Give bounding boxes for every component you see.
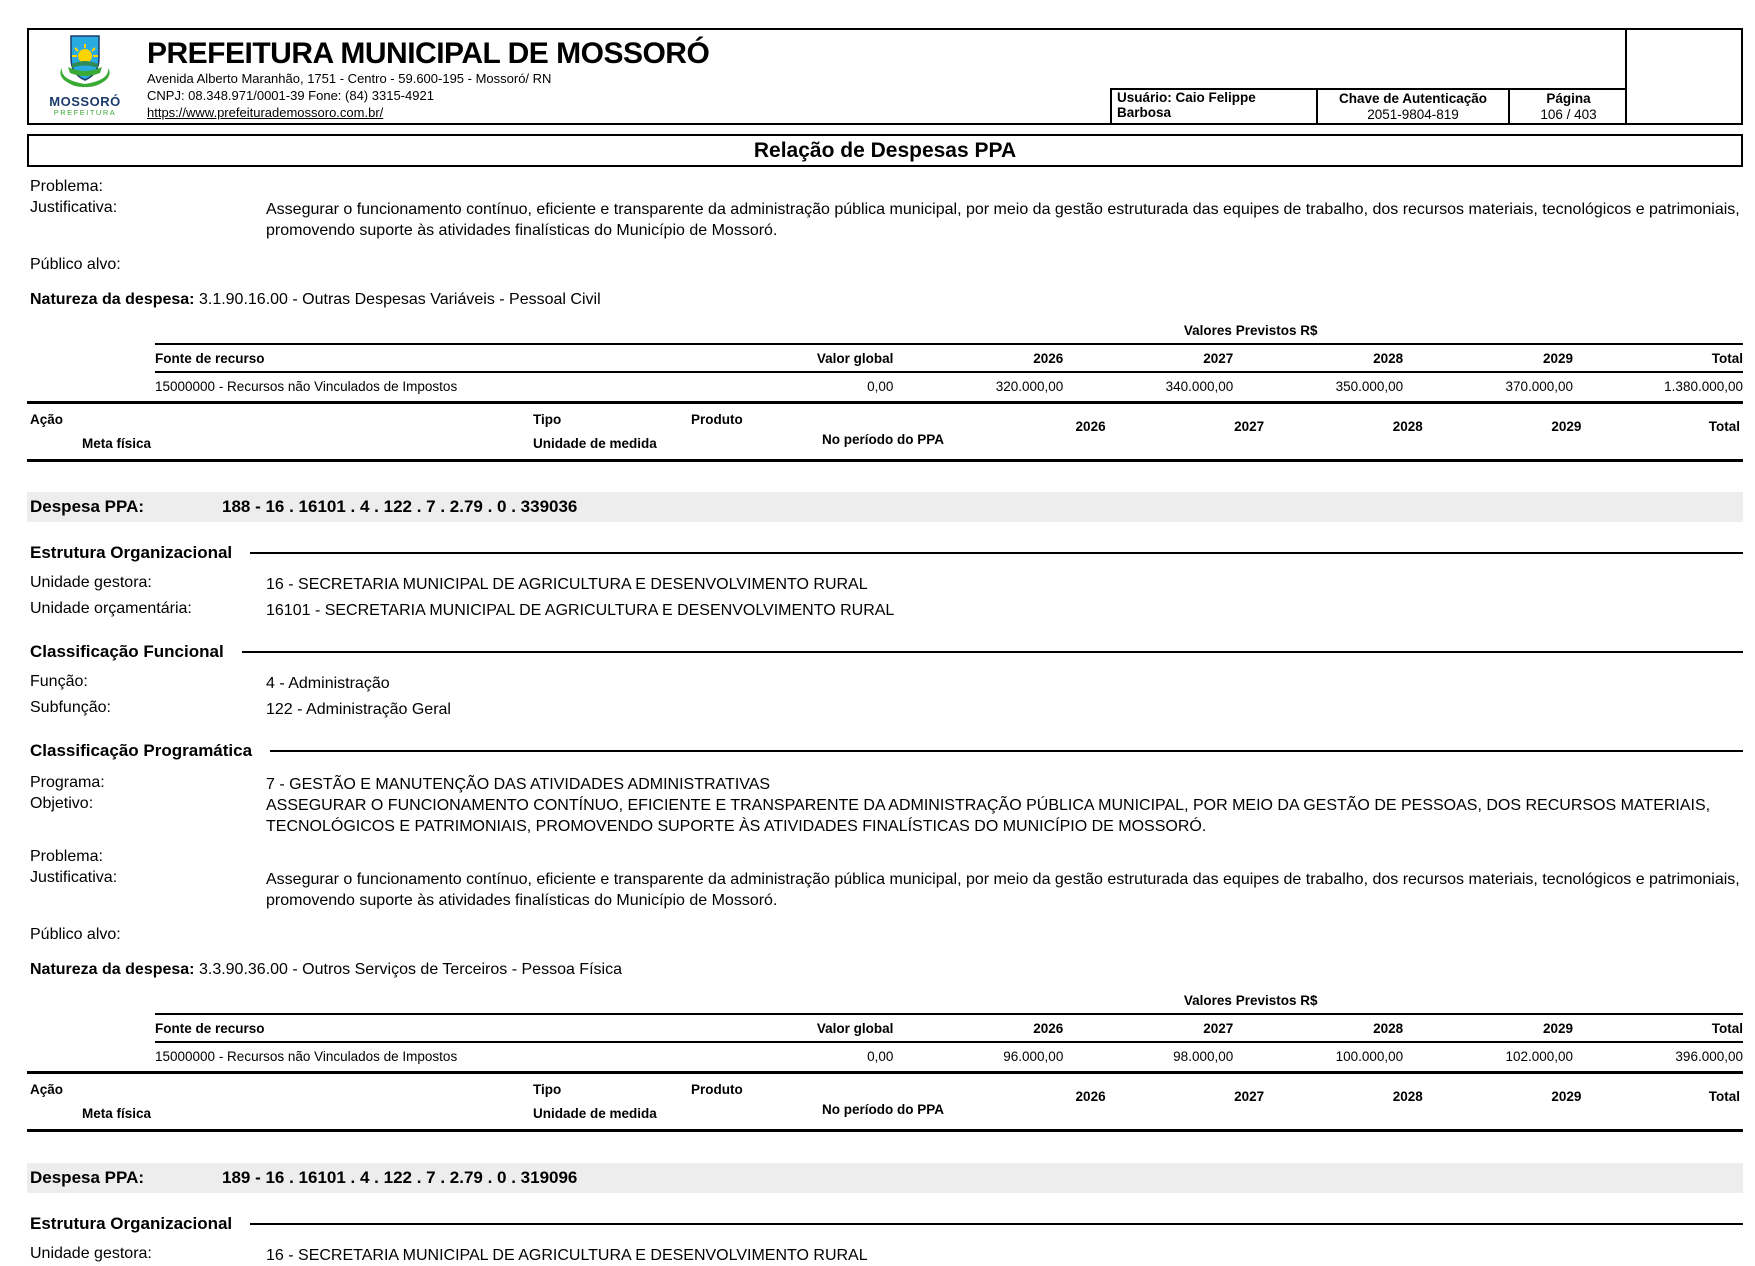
despesa-ppa-code-2: 189 - 16 . 16101 . 4 . 122 . 7 . 2.79 . 0 . 319096	[222, 1168, 578, 1187]
col-fonte-recurso: Fonte de recurso	[155, 1014, 719, 1042]
subfuncao-value: 122 - Administração Geral	[266, 701, 451, 718]
value-2027: 340.000,00	[1165, 379, 1234, 394]
natureza-despesa-row	[27, 291, 1743, 309]
page-label: Página	[1546, 91, 1591, 106]
unidade-gestora-label: Unidade gestora:	[30, 1245, 152, 1262]
acao-year-2026: 2026	[1075, 419, 1106, 434]
produto-label: Produto	[691, 412, 743, 427]
justificativa-label: Justificativa:	[30, 199, 118, 216]
value-2027: 98.000,00	[1173, 1049, 1234, 1064]
section-estrutura-organizacional	[27, 543, 1743, 563]
auth-key-cell	[1318, 90, 1510, 123]
programa-row	[27, 774, 1743, 795]
subfuncao-row	[27, 699, 1743, 720]
publico-alvo-label: Público alvo:	[30, 256, 121, 273]
despesa-ppa-bar-188	[27, 492, 1743, 522]
section-rule	[250, 552, 1743, 554]
page-number: 106 / 403	[1540, 107, 1597, 122]
problema-label: Problema:	[30, 178, 103, 195]
acao-block-2	[27, 1071, 1743, 1132]
fonte-data-row	[155, 372, 1743, 401]
report-title-bar	[27, 134, 1743, 167]
unidade-gestora-label: Unidade gestora:	[30, 574, 152, 591]
natureza-value-2: 3.3.90.36.00 - Outros Serviços de Terceiros - Pessoa Física	[198, 961, 622, 978]
estrutura-heading: Estrutura Organizacional	[30, 1214, 233, 1233]
col-2026: 2026	[893, 344, 1063, 372]
col-2029: 2029	[1403, 1014, 1573, 1042]
fonte-header-row	[155, 1014, 1743, 1042]
natureza-despesa-row-2	[27, 961, 1743, 979]
justificativa-label: Justificativa:	[30, 869, 118, 886]
header-empty-cell	[1625, 30, 1741, 123]
justificativa-row-2	[27, 869, 1743, 911]
problema-row	[27, 178, 1743, 196]
org-cnpj-phone: CNPJ: 08.348.971/0001-39 Fone: (84) 3315-4921	[147, 88, 434, 103]
acao-year-2027: 2027	[1234, 1089, 1265, 1104]
tipo-label: Tipo	[533, 1082, 562, 1097]
funcao-row	[27, 673, 1743, 694]
despesa-ppa-label: Despesa PPA:	[30, 1168, 145, 1187]
acao-year-total: Total	[1708, 419, 1740, 434]
section-estrutura-organizacional-2	[27, 1214, 1743, 1234]
acao-year-2026: 2026	[1075, 1089, 1106, 1104]
value-total: 1.380.000,00	[1664, 379, 1743, 394]
justificativa-row	[27, 199, 1743, 241]
unidade-medida-label: Unidade de medida	[533, 436, 657, 451]
despesa-ppa-code: 188 - 16 . 16101 . 4 . 122 . 7 . 2.79 . 0 . 339036	[222, 497, 578, 516]
col-total: Total	[1573, 344, 1743, 372]
valores-previstos-label: Valores Previstos R$	[1183, 993, 1318, 1008]
valor-global-value: 0,00	[867, 379, 894, 394]
produto-label: Produto	[691, 1082, 743, 1097]
section-rule	[250, 1223, 1743, 1225]
acao-year-2029: 2029	[1551, 419, 1582, 434]
publico-alvo-row-2	[27, 926, 1743, 944]
col-2029: 2029	[1403, 344, 1573, 372]
col-2028: 2028	[1233, 1014, 1403, 1042]
value-2026: 96.000,00	[1003, 1049, 1064, 1064]
tipo-label: Tipo	[533, 412, 562, 427]
logo-wordmark: MOSSORÓ	[49, 94, 121, 109]
report-title: Relação de Despesas PPA	[753, 138, 1017, 162]
funcao-label: Função:	[30, 673, 88, 690]
fonte-name: 15000000 - Recursos não Vinculados de Impostos	[155, 379, 458, 394]
meta-fisica-label: Meta física	[82, 436, 152, 451]
col-2028: 2028	[1233, 344, 1403, 372]
section-rule	[270, 750, 1743, 752]
problema-label: Problema:	[30, 848, 103, 865]
unidade-gestora-row-2	[27, 1245, 1743, 1266]
col-2026: 2026	[893, 1014, 1063, 1042]
acao-block-1	[27, 401, 1743, 462]
funcao-value: 4 - Administração	[266, 675, 390, 692]
unidade-orcamentaria-row	[27, 600, 1743, 621]
col-2027: 2027	[1063, 344, 1233, 372]
valor-global-value: 0,00	[867, 1049, 894, 1064]
acao-year-2028: 2028	[1392, 419, 1423, 434]
fonte-name: 15000000 - Recursos não Vinculados de Impostos	[155, 1049, 458, 1064]
classificacao-funcional-heading: Classificação Funcional	[30, 642, 224, 661]
logo-subtitle: PREFEITURA	[53, 108, 117, 117]
periodo-ppa-label: No período do PPA	[822, 432, 944, 447]
natureza-label: Natureza da despesa:	[30, 291, 195, 308]
programa-label: Programa:	[30, 774, 105, 791]
programa-value: 7 - GESTÃO E MANUTENÇÃO DAS ATIVIDADES ADMINISTRATIVAS	[266, 776, 771, 793]
fonte-data-row	[155, 1042, 1743, 1071]
periodo-ppa-label: No período do PPA	[822, 1102, 944, 1117]
header-meta-strip	[1110, 88, 1627, 123]
acao-year-2029: 2029	[1551, 1089, 1582, 1104]
natureza-label: Natureza da despesa:	[30, 961, 195, 978]
acao-year-total: Total	[1708, 1089, 1740, 1104]
value-2026: 320.000,00	[995, 379, 1064, 394]
auth-key-label: Chave de Autenticação	[1338, 91, 1488, 106]
fonte-table-2	[155, 993, 1743, 1071]
unidade-gestora-value-2: 16 - SECRETARIA MUNICIPAL DE AGRICULTURA E DESENVOLVIMENTO RURAL	[266, 1247, 868, 1264]
estrutura-heading: Estrutura Organizacional	[30, 543, 233, 562]
unidade-orcamentaria-label: Unidade orçamentária:	[30, 600, 192, 617]
org-title: PREFEITURA MUNICIPAL DE MOSSORÓ	[147, 37, 710, 70]
valores-previstos-label: Valores Previstos R$	[1183, 323, 1318, 338]
unidade-gestora-row	[27, 574, 1743, 595]
section-classificacao-programatica	[27, 741, 1743, 761]
classificacao-programatica-heading: Classificação Programática	[30, 741, 253, 760]
publico-alvo-row	[27, 256, 1743, 274]
value-2029: 370.000,00	[1505, 379, 1574, 394]
acao-years-row	[947, 419, 1740, 434]
col-2027: 2027	[1063, 1014, 1233, 1042]
unidade-medida-label: Unidade de medida	[533, 1106, 657, 1121]
value-total: 396.000,00	[1675, 1049, 1743, 1064]
value-2028: 350.000,00	[1335, 379, 1404, 394]
objetivo-value: ASSEGURAR O FUNCIONAMENTO CONTÍNUO, EFICIENTE E TRANSPARENTE DA ADMINISTRAÇÃO PÚBLICA MUNICIPAL, POR MEIO DA GESTÃO DE PESSOAS, DOS RECURSOS MATERIAIS, TECNOLÓGICOS E PATRIMONIAIS, PROMOVENDO SUPORTE ÀS ATIVIDADES FINALÍSTICAS DO MUNICÍPIO DE MOSSORÓ.	[266, 797, 1711, 835]
despesa-ppa-label: Despesa PPA:	[30, 497, 145, 516]
despesa-ppa-bar-189	[27, 1163, 1743, 1193]
document-header	[27, 28, 1743, 125]
auth-key-value: 2051-9804-819	[1367, 107, 1459, 122]
unidade-gestora-value: 16 - SECRETARIA MUNICIPAL DE AGRICULTURA E DESENVOLVIMENTO RURAL	[266, 576, 868, 593]
page-cell	[1510, 90, 1627, 123]
fonte-header-row	[155, 344, 1743, 372]
subfuncao-label: Subfunção:	[30, 699, 111, 716]
value-2028: 100.000,00	[1335, 1049, 1404, 1064]
meta-fisica-label: Meta física	[82, 1106, 152, 1121]
city-logo	[39, 30, 131, 123]
acao-label: Ação	[30, 412, 64, 427]
publico-alvo-label: Público alvo:	[30, 926, 121, 943]
objetivo-label: Objetivo:	[30, 795, 94, 812]
col-valor-global: Valor global	[719, 1014, 894, 1042]
unidade-orcamentaria-value: 16101 - SECRETARIA MUNICIPAL DE AGRICULTURA E DESENVOLVIMENTO RURAL	[266, 602, 895, 619]
acao-label: Ação	[30, 1082, 64, 1097]
col-total: Total	[1573, 1014, 1743, 1042]
objetivo-row	[27, 795, 1743, 837]
user-name: Usuário: Caio Felippe Barbosa	[1117, 90, 1256, 120]
user-cell	[1112, 90, 1318, 123]
section-rule	[242, 651, 1743, 653]
justificativa-text: Assegurar o funcionamento contínuo, eficiente e transparente da administração pública municipal, por meio da gestão estruturada das equipes de trabalho, dos recursos materiais, tecnológicos e patrimoniais, promovendo suporte às atividades finalísticas do Município de Mossoró.	[266, 201, 1740, 239]
acao-years-row	[947, 1089, 1740, 1104]
acao-year-2028: 2028	[1392, 1089, 1423, 1104]
org-website-link[interactable]: https://www.prefeiturademossoro.com.br/	[147, 105, 384, 120]
problema-row-2	[27, 848, 1743, 866]
section-classificacao-funcional	[27, 642, 1743, 662]
org-address: Avenida Alberto Maranhão, 1751 - Centro - 59.600-195 - Mossoró/ RN	[147, 71, 552, 86]
fonte-table-1	[155, 323, 1743, 401]
col-valor-global: Valor global	[719, 344, 894, 372]
justificativa-text-2: Assegurar o funcionamento contínuo, eficiente e transparente da administração pública municipal, por meio da gestão estruturada das equipes de trabalho, dos recursos materiais, tecnológicos e patrimoniais, promovendo suporte às atividades finalísticas do Município de Mossoró.	[266, 871, 1740, 909]
city-crest-icon	[54, 34, 116, 95]
col-fonte-recurso: Fonte de recurso	[155, 344, 719, 372]
value-2029: 102.000,00	[1505, 1049, 1574, 1064]
natureza-value: 3.1.90.16.00 - Outras Despesas Variáveis - Pessoal Civil	[198, 291, 601, 308]
acao-year-2027: 2027	[1234, 419, 1265, 434]
